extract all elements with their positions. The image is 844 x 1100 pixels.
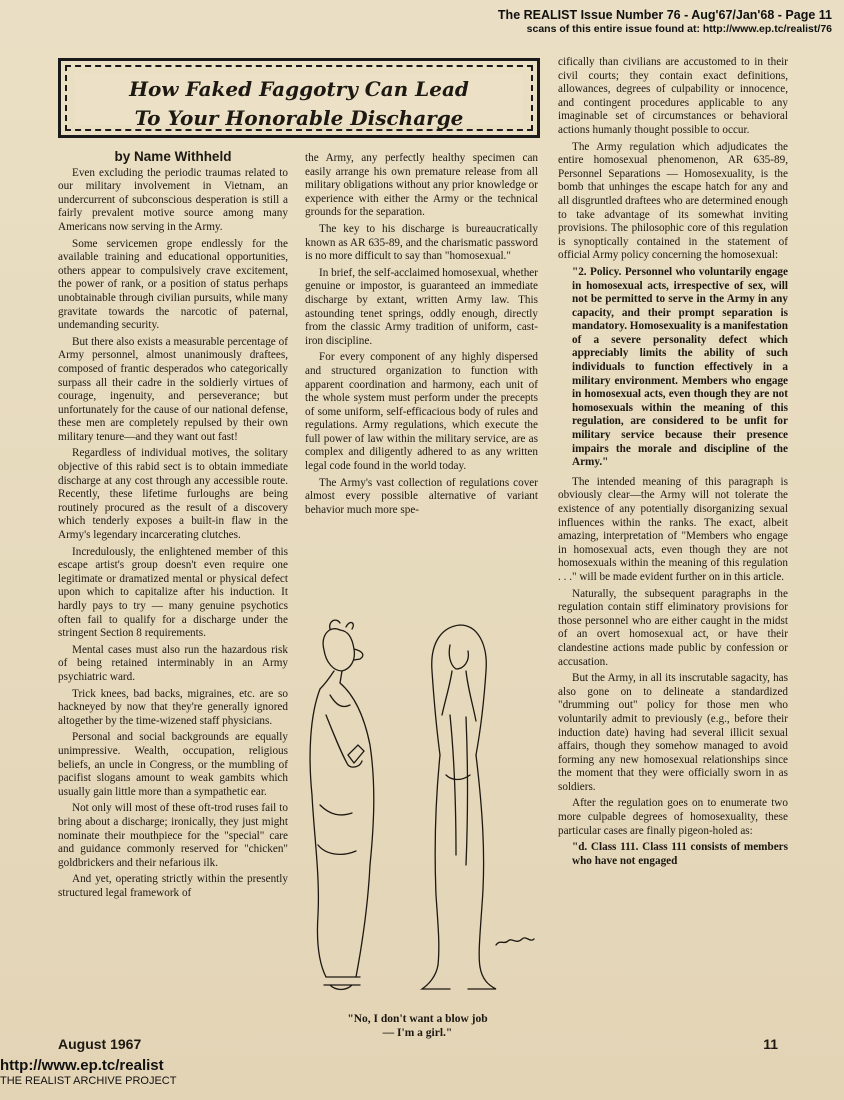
paragraph: the Army, any perfectly healthy specimen can easily arrange his own premature release from all military obligations without any prior knowledge or experience with either the Army or the technical grounds for the separation.: [305, 152, 538, 219]
column-3: [558, 56, 788, 871]
paragraph: For every component of any highly dispersed and structured organization to function with apparent coordination and harmony, each unit of the whole system must perform under the precepts of some uniform, self-efficacious body of rules and regulations. Army regulations, which execute the full power of law within the military service, are as complex and diligently adhered to as any written legal code found in the world today.: [305, 351, 538, 473]
paragraph: Even excluding the periodic traumas related to our military involvement in Vietnam, an undercurrent of subconscious desperation is still a fairly prevalent motive source among many Americans now serving in the Army.: [58, 166, 288, 233]
paragraph: In brief, the self-acclaimed homosexual, whether genuine or impostor, is guaranteed an immediate discharge by extant, written Army law. This astounding tenet springs, oddly enough, directly from the classic Army tradition of uniform, cast-iron discipline.: [305, 266, 538, 347]
paragraph: Some servicemen grope endlessly for the available training and educational opportunities, others appear to compulsively crave excitement, the power of rank, or a position of status perhaps unobtainable through civilian pursuits, while many gravitate towards the narcotic of paternal, undemanding security.: [58, 237, 288, 332]
paragraph: The Army's vast collection of regulations cover almost every possible alternative of variant behavior much more spe-: [305, 476, 538, 516]
paragraph: Personal and social backgrounds are equally unimpressive. Wealth, occupation, religious beliefs, an uncle in Congress, or the mumbling of pacifist slogans amount to weak gambits which usually gain little more than a sympathetic ear.: [58, 731, 288, 798]
regulation-quote: [558, 266, 788, 470]
byline: by Name Withheld: [114, 149, 232, 164]
column-2: [305, 152, 538, 520]
paragraph: cifically than civilians are accustomed to in their civil courts; they contain exact definitions, allowances, degrees of culpability or innocence, and contingent procedures applicable to any imaginable set of circumstances or behavioral actions humanly thought possible to occur.: [558, 56, 788, 136]
paragraph: But there also exists a measurable percentage of Army personnel, almost unanimously draftees, composed of frantic desperados who categorically surpass all their cadre in the soldierly virtues of courage, ingenuity, and perseverance; but unfortunately for the cause of our national defense, these men are completely repulsed by their own military tenure—and they want out fast!: [58, 335, 288, 443]
paragraph: The key to his discharge is bureaucratically known as AR 635-89, and the charismatic password is no more difficult to say than "homosexual.": [305, 222, 538, 263]
scans-link[interactable]: scans of this entire issue found at: http://www.ep.tc/realist/76: [526, 23, 832, 35]
article-title-line1: How Faked Faggotry Can Lead: [129, 77, 469, 101]
paragraph: And yet, operating strictly within the presently structured legal framework of: [58, 873, 288, 899]
paragraph: But the Army, in all its inscrutable sagacity, has also gone on to delineate a standardized "drumming out" policy for those men who voluntarily admit to previously (e.g., before their induction date) having had several illicit sexual affairs, though they somehow managed to avoid forming any new homosexual relationships since the moment that they were officially sworn in as soldiers.: [558, 672, 788, 793]
paragraph: Not only will most of these oft-trod ruses fail to bring about a discharge; ironically, they just might nominate their mouthpiece for the "special" care and guidance commonly reserved for "chicken" goldbrickers and their nefarious ilk.: [58, 802, 288, 869]
class-111-quote: [558, 841, 788, 868]
issue-line: The REALIST Issue Number 76 - Aug'67/Jan'68 - Page 11: [497, 8, 832, 22]
cartoon-caption: [290, 1012, 545, 1040]
title-panel: [75, 73, 523, 130]
page-number: 11: [763, 1036, 778, 1052]
paragraph: Mental cases must also run the hazardous risk of being retained interminably in an Army psychiatric ward.: [58, 643, 288, 683]
paragraph: After the regulation goes on to enumerate two more culpable degrees of homosexuality, these particular cases are finally pigeon-holed as:: [558, 797, 788, 837]
archive-footer: [0, 1057, 176, 1088]
paragraph: The intended meaning of this paragraph is obviously clear—the Army will not tolerate the existence of any potentially disorganizing sexual influences within the ranks. The exact, albeit amazing, interpretation of "Members who engage in homosexual acts, even though they are not homosexuals within the meaning of this regulation . . ." will be made evident further on in this article.: [558, 475, 788, 583]
paragraph: Trick knees, bad backs, migraines, etc. are so hackneyed by now that they're generally ignored altogether by the time-wizened staff physicians.: [58, 687, 288, 727]
caption-line1: "No, I don't want a blow job: [347, 1013, 488, 1025]
archive-name: THE REALIST ARCHIVE PROJECT: [0, 1075, 177, 1087]
caption-line2: — I'm a girl.": [382, 1027, 453, 1039]
column-1: [58, 150, 288, 903]
article-title-box: [58, 58, 540, 138]
paragraph: The Army regulation which adjudicates the entire homosexual phenomenon, AR 635-89, Personnel Separations — Homosexuality, is the bomb that unhinges the escape hatch for any and all disgruntled draftees who are determined enough to take advantage of its somewhat inviting provisions. The philosophic core of this regulation is synoptically contained in the statement of official Army policy concerning the homosexual:: [558, 140, 788, 262]
paragraph: Incredulously, the enlightened member of this escape artist's group doesn't even require one legitimate or dramatized mental or physical defect upon which to capitalize after his induction. It hardly pays to try — many genuine psychotics often fail to qualify for a discharge under the stringent Section 8 requirements.: [58, 545, 288, 640]
cartoon-illustration: [290, 605, 545, 1005]
article-title-line2: To Your Honorable Discharge: [134, 106, 464, 130]
archive-header: [498, 8, 832, 35]
paragraph: Regardless of individual motives, the solitary objective of this rabid sect is to obtain immediate discharge at any cost through any accessible route. Recently, these lifetime furloughs are being routinely procured as the result of a discovery which tenderly exposes a built-in flaw in the Army's legendary incarcerating clutches.: [58, 447, 288, 542]
quote-text: "d. Class 111. Class 111 consists of members who have not engaged: [572, 841, 788, 867]
quote-text: "2. Policy. Personnel who voluntarily engage in homosexual acts, irrespective of sex, will not be permitted to serve in the Army in any capacity, and their prompt separation is mandatory. Homosexuality is a manifestation of a severe personality defect which appreciably limits the ability of such individuals to function effectively in a military environment. Members who engage in homosexual acts, even though they are not homosexuals within the meaning of this regulation, are considered to be unfit for military service because their presence impairs the morale and discipline of the Army.": [572, 265, 788, 469]
archive-url-link[interactable]: http://www.ep.tc/realist: [0, 1057, 164, 1074]
issue-date: August 1967: [58, 1036, 142, 1052]
paragraph: Naturally, the subsequent paragraphs in the regulation contain stiff eliminatory provisions for those personnel who are either caught in the midst of an overt homosexual act, or have their clandestine actions made public by confession or accusation.: [558, 587, 788, 668]
